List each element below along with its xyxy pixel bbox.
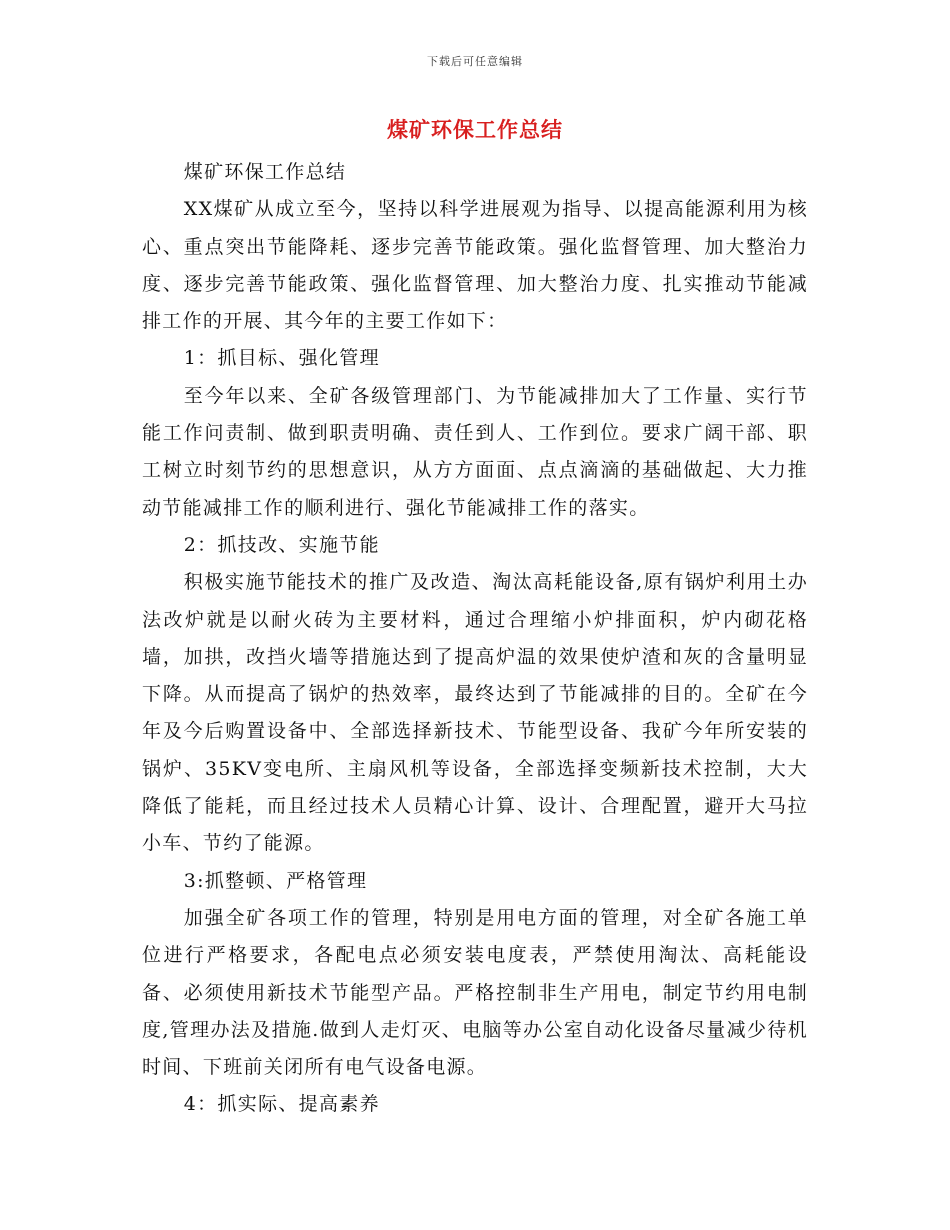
page-header-note: 下载后可任意编辑 xyxy=(427,55,523,68)
document-body xyxy=(142,154,808,1124)
section-paragraph-3: 加强全矿各项工作的管理，特别是用电方面的管理，对全矿各施工单位进行严格要求，各配电点必须安装电度表，严禁使用淘汰、高耗能设备、必须使用新技术节能型产品。严格控制非生产用电，制定节约用电制度,管理办法及措施.做到人走灯灭、电脑等办公室自动化设备尽量减少待机时间、下班前关闭所有电气设备电源。 xyxy=(142,906,808,1079)
section-paragraph-1: 至今年以来、全矿各级管理部门、为节能减排加大了工作量、实行节能工作问责制、做到职责明确、责任到人、工作到位。要求广阔干部、职工树立时刻节约的思想意识，从方方面面、点点滴滴的基础做起、大力推动节能减排工作的顺利进行、强化节能减排工作的落实。 xyxy=(142,384,808,519)
section-heading-1: 1：抓目标、强化管理 xyxy=(183,347,380,370)
section-paragraph-2: 积极实施节能技术的推广及改造、淘汰高耗能设备,原有锅炉利用土办法改炉就是以耐火砖为主要材料，通过合理缩小炉排面积，炉内砌花格墙，加拱，改挡火墙等措施达到了提高炉温的效果使炉渣和灰的含量明显下降。从而提高了锅炉的热效率，最终达到了节能减排的目的。全矿在今年及今后购置设备中、全部选择新技术、节能型设备、我矿今年所安装的锅炉、35KV变电所、主扇风机等设备，全部选择变频新技术控制，大大降低了能耗，而且经过技术人员精心计算、设计、合理配置，避开大马拉小车、节约了能源。 xyxy=(142,571,808,855)
document-title: 煤矿环保工作总结 xyxy=(387,117,563,142)
subtitle-paragraph: 煤矿环保工作总结 xyxy=(183,161,347,183)
section-heading-3: 3:抓整顿、严格管理 xyxy=(183,869,368,892)
section-heading-2: 2：抓技改、实施节能 xyxy=(183,533,380,556)
intro-paragraph: XX煤矿从成立至今，坚持以科学进展观为指导、以提高能源利用为核心、重点突出节能降耗、逐步完善节能政策。强化监督管理、加大整治力度、逐步完善节能政策、强化监督管理、加大整治力度、扎实推动节能减排工作的开展、其今年的主要工作如下： xyxy=(142,198,808,333)
section-heading-4: 4：抓实际、提高素养 xyxy=(183,1093,380,1116)
